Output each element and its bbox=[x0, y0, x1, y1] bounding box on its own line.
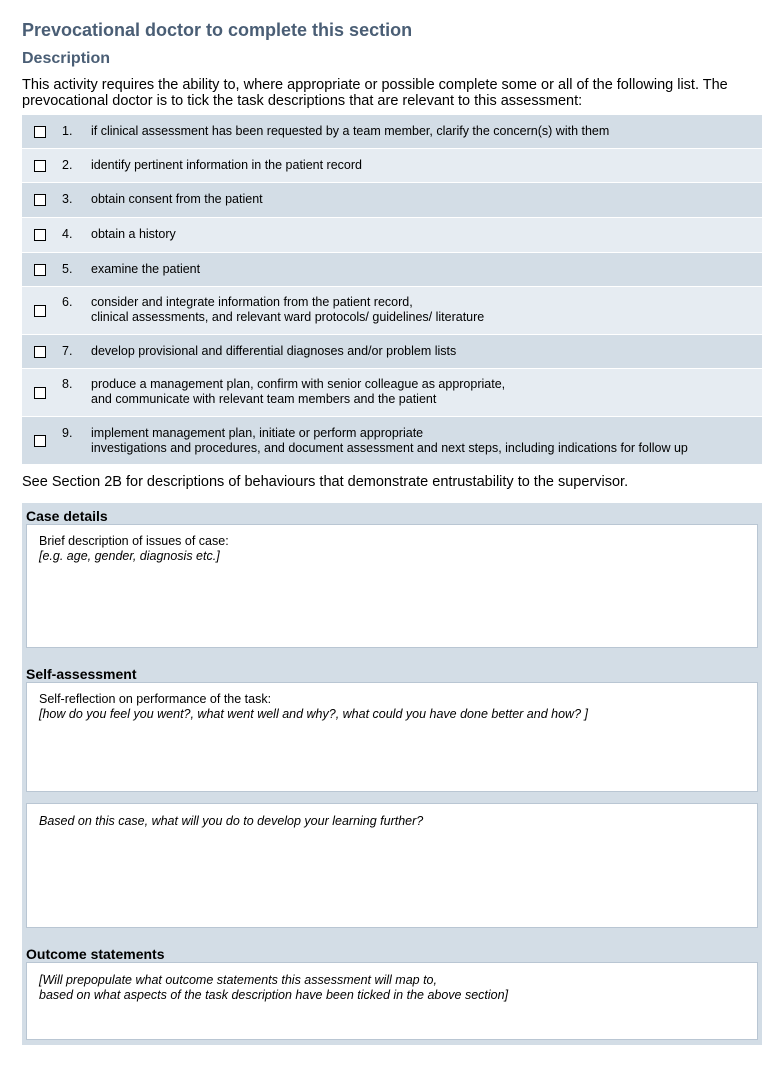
task-row-6 bbox=[22, 287, 762, 335]
task-7-text: develop provisional and differential diagnoses and/or problem lists bbox=[91, 344, 457, 358]
task-2-checkbox[interactable] bbox=[34, 160, 46, 172]
task-3-text: obtain consent from the patient bbox=[91, 192, 263, 206]
task-row-7 bbox=[22, 335, 762, 369]
task-row-3 bbox=[22, 183, 762, 218]
task-4-number: 4. bbox=[62, 227, 73, 241]
task-9-text: implement management plan, initiate or perform appropriate investigations and procedures, and document assessment and next steps, including indications for follow up bbox=[91, 426, 688, 455]
task-5-number: 5. bbox=[62, 262, 73, 276]
task-2-text: identify pertinent information in the patient record bbox=[91, 158, 362, 172]
task-row-5 bbox=[22, 253, 762, 287]
task-1-checkbox[interactable] bbox=[34, 126, 46, 138]
task-8-number: 8. bbox=[62, 377, 73, 391]
self-assessment-title: Self-assessment bbox=[26, 666, 137, 682]
task-list bbox=[22, 115, 762, 465]
task-2-number: 2. bbox=[62, 158, 73, 172]
learning-plan-prompt: Based on this case, what will you do to develop your learning further? bbox=[39, 814, 424, 828]
task-4-checkbox[interactable] bbox=[34, 229, 46, 241]
task-9-checkbox[interactable] bbox=[34, 435, 46, 447]
task-3-number: 3. bbox=[62, 192, 73, 206]
task-5-text: examine the patient bbox=[91, 262, 201, 276]
case-details-panel bbox=[22, 503, 762, 658]
self-assessment-panel bbox=[22, 658, 762, 1045]
outcome-statements-title: Outcome statements bbox=[26, 946, 165, 962]
task-6-text: consider and integrate information from the patient record, clinical assessments, and relevant ward protocols/ guidelines/ literature bbox=[91, 295, 485, 324]
case-details-hint: [e.g. age, gender, diagnosis etc.] bbox=[39, 549, 220, 563]
task-7-checkbox[interactable] bbox=[34, 346, 46, 358]
task-1-text: if clinical assessment has been requested by a team member, clarify the concern(s) with them bbox=[91, 124, 610, 138]
task-7-number: 7. bbox=[62, 344, 73, 358]
see-section-note: See Section 2B for descriptions of behaviours that demonstrate entrustability to the supervisor. bbox=[22, 474, 629, 490]
outcome-statements-field[interactable] bbox=[26, 962, 758, 1040]
task-1-number: 1. bbox=[62, 124, 73, 138]
section-title: Prevocational doctor to complete this section bbox=[22, 20, 413, 40]
description-heading: Description bbox=[22, 50, 111, 67]
task-row-1 bbox=[22, 115, 762, 149]
self-reflection-label: Self-reflection on performance of the task: bbox=[39, 692, 272, 706]
task-3-checkbox[interactable] bbox=[34, 194, 46, 206]
task-row-4 bbox=[22, 218, 762, 253]
task-9-number: 9. bbox=[62, 426, 73, 440]
task-8-text: produce a management plan, confirm with senior colleague as appropriate, and communicate with relevant team members and the patient bbox=[91, 377, 506, 406]
learning-plan-field[interactable] bbox=[26, 803, 758, 928]
self-reflection-field[interactable] bbox=[26, 682, 758, 792]
task-row-9 bbox=[22, 417, 762, 465]
self-reflection-hint: [how do you feel you went?, what went well and why?, what could you have done better and how? ] bbox=[39, 707, 588, 721]
intro-text: This activity requires the ability to, where appropriate or possible complete some or all of the following list. The prevocational doctor is to tick the task descriptions that are relevant to this assessment: bbox=[22, 77, 728, 109]
task-6-number: 6. bbox=[62, 295, 73, 309]
task-row-8 bbox=[22, 369, 762, 417]
task-row-2 bbox=[22, 149, 762, 183]
case-details-title: Case details bbox=[26, 508, 108, 524]
task-6-checkbox[interactable] bbox=[34, 305, 46, 317]
outcome-statements-hint: [Will prepopulate what outcome statements this assessment will map to, based on what aspects of the task description have been ticked in the above section] bbox=[39, 973, 509, 1002]
case-details-field[interactable] bbox=[26, 524, 758, 648]
case-details-label: Brief description of issues of case: bbox=[39, 534, 229, 548]
task-8-checkbox[interactable] bbox=[34, 387, 46, 399]
task-5-checkbox[interactable] bbox=[34, 264, 46, 276]
task-4-text: obtain a history bbox=[91, 227, 176, 241]
